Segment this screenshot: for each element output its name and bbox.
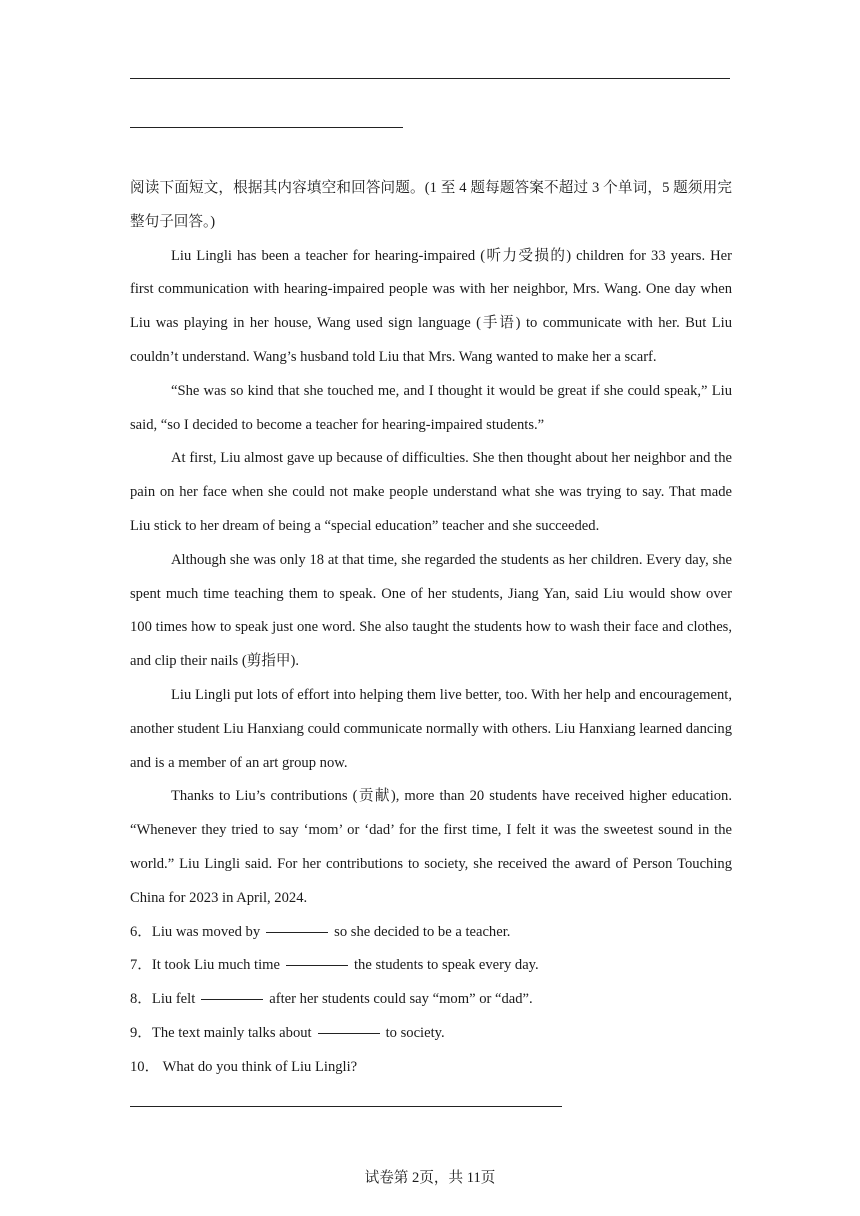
page-footer: 试卷第 2页，共 11页 bbox=[364, 1170, 496, 1186]
answer-blank[interactable] bbox=[318, 1033, 380, 1034]
question-text: after her students could say “mom” or “dad”. bbox=[269, 991, 533, 1008]
question-6 bbox=[130, 916, 732, 950]
question-text: to society. bbox=[385, 1024, 445, 1041]
paragraph: “She was so kind that she touched me, and I thought it would be great if she could speak,” Liu said, “so I decided to become a teacher for hearing-impaired students.” bbox=[130, 382, 732, 433]
question-number: 10． bbox=[130, 1058, 160, 1075]
question-10 bbox=[130, 1051, 732, 1085]
question-9 bbox=[130, 1017, 732, 1051]
question-text: Liu was moved by bbox=[151, 923, 261, 940]
answer-line-q10[interactable] bbox=[130, 1106, 562, 1107]
question-number: 6． bbox=[130, 923, 152, 940]
answer-line-top-short bbox=[130, 127, 403, 128]
answer-blank[interactable] bbox=[286, 965, 348, 966]
answer-blank[interactable] bbox=[201, 999, 263, 1000]
paragraph: Liu Lingli has been a teacher for hearing-impaired (听力受损的) children for 33 years. Her first communication with hearing-impaired people was with her neighbor, Mrs. Wang. One day when Liu was playing in her house, Wang used sign language (手语) to communicate with her. But Liu couldn’t understand. Wang’s husband told Liu that Mrs. Wang wanted to make her a scarf. bbox=[130, 247, 732, 365]
paragraph: Although she was only 18 at that time, she regarded the students as her children. Every day, she spent much time teaching them to speak. One of her students, Jiang Yan, said Liu would show over 100 times how to speak just one word. She also taught the students how to wash their face and clothes, and clip their nails (剪指甲). bbox=[130, 551, 732, 670]
question-7 bbox=[130, 949, 732, 983]
question-number: 7． bbox=[130, 957, 152, 974]
reading-passage bbox=[130, 172, 732, 1085]
question-text: What do you think of Liu Lingli? bbox=[162, 1058, 358, 1075]
answer-blank[interactable] bbox=[266, 932, 328, 933]
paragraph: Thanks to Liu’s contributions (贡献), more than 20 students have received higher education. “Whenever they tried to say ‘mom’ or ‘dad’ for the first time, I felt it was the sweetest sound in the world.” Liu Lingli said. For her contributions to society, she received the award of Person Touching China for 2023 in April, 2024. bbox=[130, 788, 732, 906]
question-text: the students to speak every day. bbox=[354, 957, 539, 974]
question-text: Liu felt bbox=[151, 991, 196, 1008]
question-number: 9． bbox=[130, 1024, 152, 1041]
paragraph: At first, Liu almost gave up because of difficulties. She then thought about her neighbor and the pain on her face when she could not make people understand what she was trying to say. That made Liu stick to her dream of being a “special education” teacher and she succeeded. bbox=[130, 450, 732, 534]
question-text: The text mainly talks about bbox=[151, 1024, 312, 1041]
answer-line-top-long bbox=[130, 78, 730, 79]
instructions: 阅读下面短文，根据其内容填空和回答问题。(1 至 4 题每题答案不超过 3 个单词，5 题须用完整句子回答。) bbox=[130, 180, 732, 230]
question-text: so she decided to be a teacher. bbox=[334, 923, 511, 940]
question-text: It took Liu much time bbox=[151, 957, 280, 974]
paragraph: Liu Lingli put lots of effort into helping them live better, too. With her help and encouragement, another student Liu Hanxiang could communicate normally with others. Liu Hanxiang learned dancing and is a member of an art group now. bbox=[130, 686, 732, 771]
question-number: 8． bbox=[130, 991, 152, 1008]
question-8 bbox=[130, 983, 732, 1017]
